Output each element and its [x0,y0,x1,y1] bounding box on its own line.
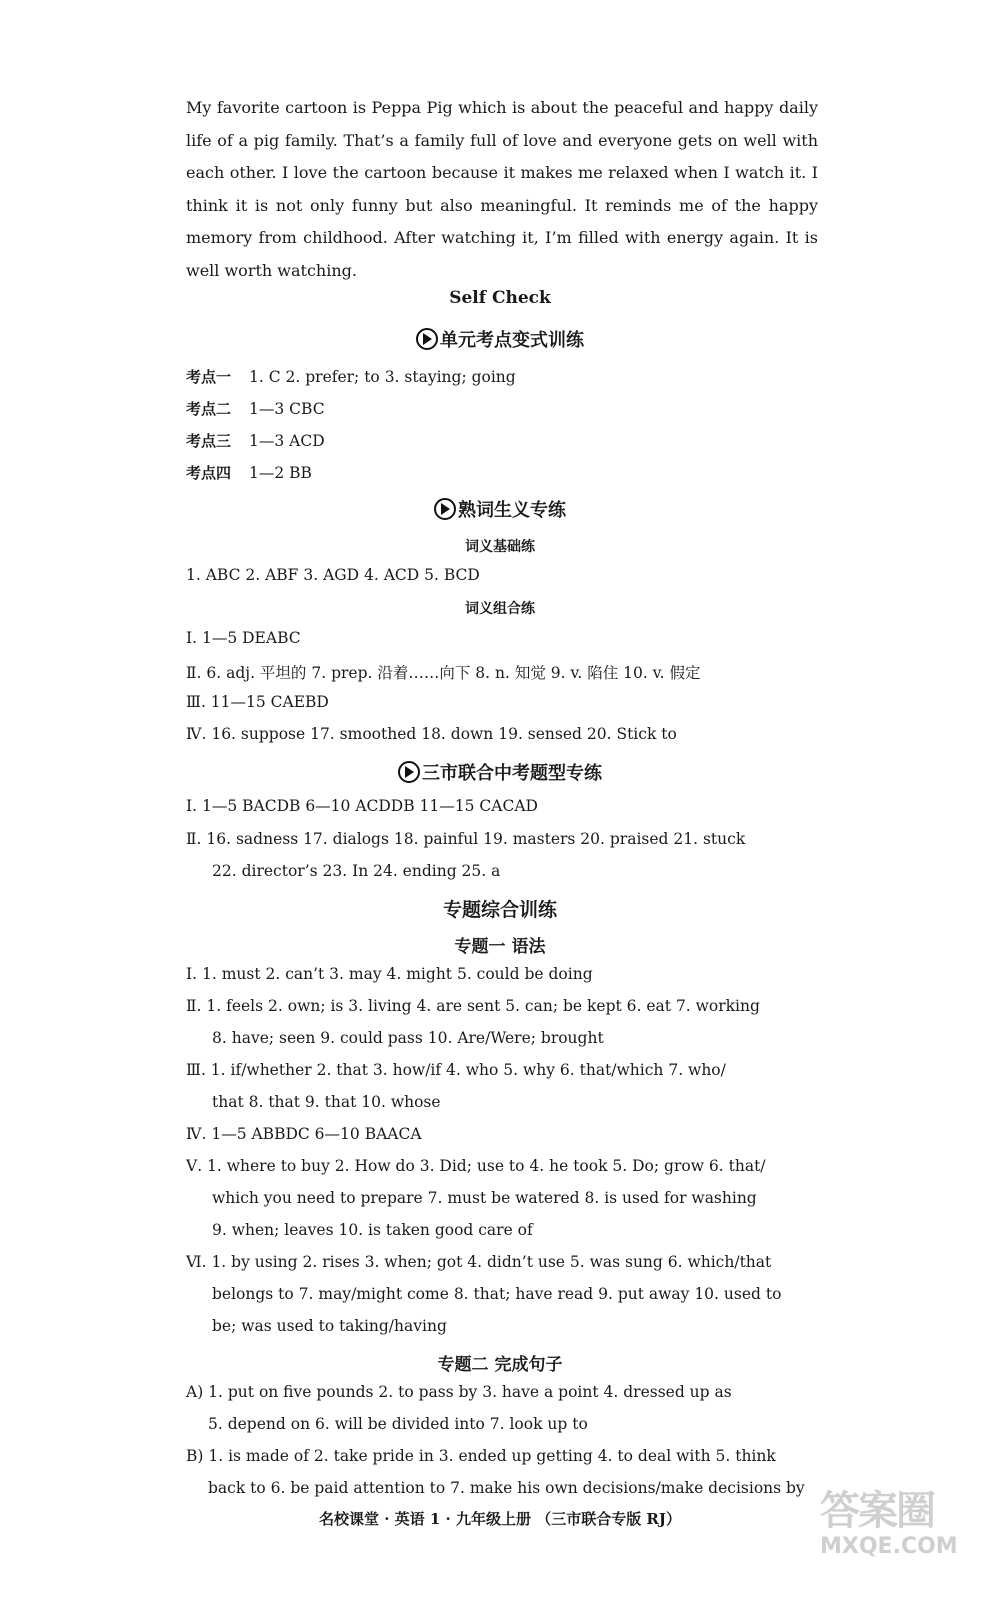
subheading: 专题二 完成句子 [437,1355,563,1375]
section-heading-1 [0,326,1000,354]
answer-line: Ⅰ. 1—5 BACDB 6—10 ACDDB 11—15 CACAD [186,797,538,815]
section-heading-2 [0,496,1000,524]
kaodian-row: 考点一 1. C 2. prefer; to 3. staying; going [186,368,516,386]
answer-line: Ⅰ. 1—5 DEABC [186,629,301,647]
arrow-circle-icon [434,498,456,520]
answer-line: Ⅲ. 1. if/whether 2. that 3. how/if 4. who 5. why 6. that/which 7. who/ [186,1061,726,1079]
answer-line: Ⅴ. 1. where to buy 2. How do 3. Did; use to 4. he took 5. Do; grow 6. that/ [186,1157,766,1175]
section-title: 三市联合中考题型专练 [422,763,602,784]
essay-paragraph [186,92,818,287]
section-heading-3 [0,759,1000,787]
section-title: 熟词生义专练 [458,500,566,521]
subheading: 词义组合练 [465,601,535,617]
page-footer: 名校课堂 · 英语 1 · 九年级上册 （三市联合专版 RJ） [318,1510,681,1528]
kaodian-row: 考点二 1—3 CBC [186,400,325,418]
answer-line: Ⅰ. 1. must 2. can’t 3. may 4. might 5. could be doing [186,965,593,983]
kaodian-row: 考点四 1—2 BB [186,464,312,482]
answer-line: belongs to 7. may/might come 8. that; have read 9. put away 10. used to [212,1285,782,1303]
answer-line: 9. when; leaves 10. is taken good care of [212,1221,533,1239]
answer-line: Ⅱ. 1. feels 2. own; is 3. living 4. are sent 5. can; be kept 6. eat 7. working [186,997,760,1015]
answer-line: 1. ABC 2. ABF 3. AGD 4. ACD 5. BCD [186,566,480,584]
arrow-circle-icon [398,761,420,783]
answer-line: Ⅱ. 16. sadness 17. dialogs 18. painful 19. masters 20. praised 21. stuck [186,830,746,848]
answer-line: Ⅳ. 1—5 ABBDC 6—10 BAACA [186,1125,422,1143]
self-check-title: Self Check [449,288,551,308]
answer-line: that 8. that 9. that 10. whose [212,1093,441,1111]
answer-line: B) 1. is made of 2. take pride in 3. ended up getting 4. to deal with 5. think [186,1447,776,1465]
answer-line: A) 1. put on five pounds 2. to pass by 3. have a point 4. dressed up as [186,1383,732,1401]
subheading: 词义基础练 [465,539,535,555]
answer-line: 8. have; seen 9. could pass 10. Are/Were; brought [212,1029,604,1047]
answer-line: Ⅵ. 1. by using 2. rises 3. when; got 4. didn’t use 5. was sung 6. which/that [186,1253,772,1271]
answer-line: 22. director’s 23. In 24. ending 25. a [212,862,501,880]
subheading: 专题一 语法 [454,937,546,957]
watermark-logo: 答案圈 MXQE.COM [820,1488,958,1559]
answer-line: Ⅲ. 11—15 CAEBD [186,693,329,711]
kaodian-row: 考点三 1—3 ACD [186,432,325,450]
essay-text: My favorite cartoon is Peppa Pig which is about the peaceful and happy daily life of a pig family. That’s a family full of love and everyone gets on well with each other. I love the cartoon because it makes me relaxed when I watch it. I think it is not only funny but also meaningful. It reminds me of the happy memory from childhood. After watching it, I’m filled with energy again. It is well worth watching. [186,98,818,280]
answer-line: Ⅳ. 16. suppose 17. smoothed 18. down 19. sensed 20. Stick to [186,725,677,743]
answer-line: 5. depend on 6. will be divided into 7. look up to [208,1415,588,1433]
section-title: 单元考点变式训练 [440,330,584,351]
answer-line: back to 6. be paid attention to 7. make his own decisions/make decisions by [208,1479,805,1497]
section-heading-4: 专题综合训练 [442,899,557,921]
answer-line: which you need to prepare 7. must be watered 8. is used for washing [212,1189,757,1207]
answer-line: Ⅱ. 6. adj. 平坦的 7. prep. 沿着……向下 8. n. 知觉 9. v. 陷住 10. v. 假定 [186,664,701,682]
answer-line: be; was used to taking/having [212,1317,447,1335]
arrow-circle-icon [416,328,438,350]
